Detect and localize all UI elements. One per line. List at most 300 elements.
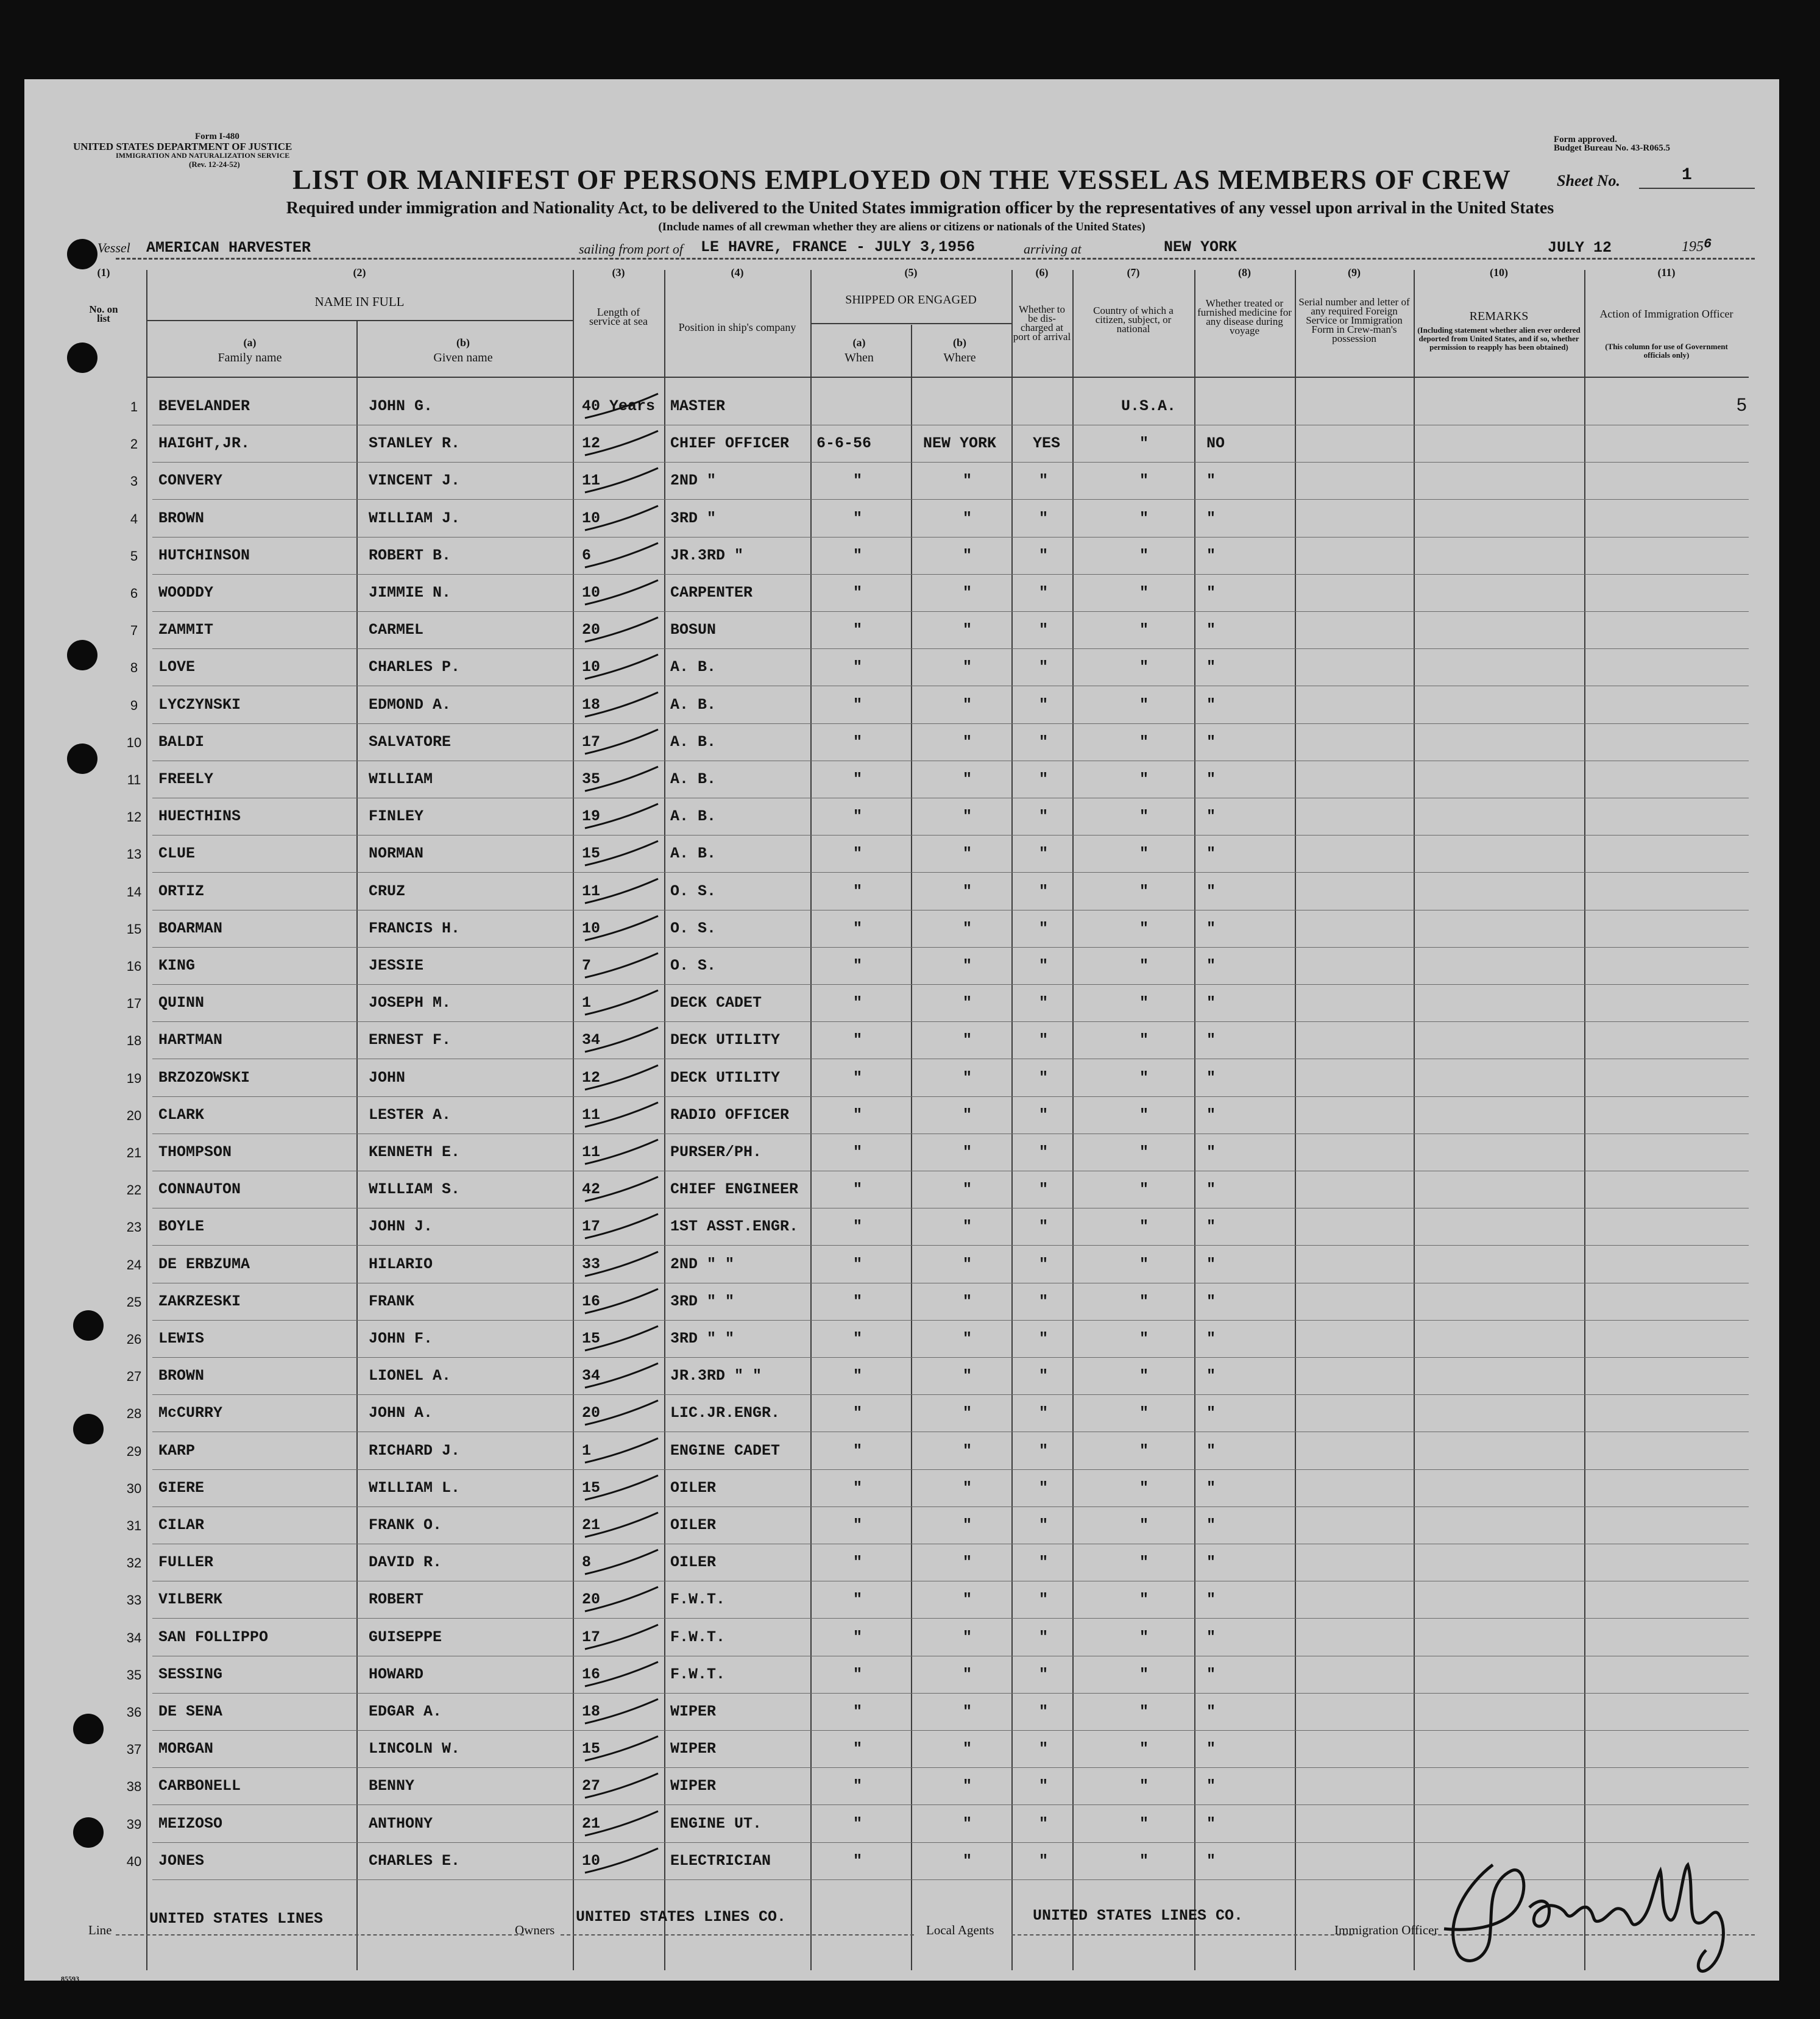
cell-when: " [853,1777,863,1795]
page-title: LIST OR MANIFEST OF PERSONS EMPLOYED ON THE VESSEL AS MEMBERS OF CREW [292,164,1511,195]
cell-family: HUTCHINSON [158,546,250,564]
table-row [122,1321,1749,1358]
cell-when: " [853,1478,863,1497]
cell-country: " [1139,1068,1149,1087]
table-row [122,1806,1749,1843]
cell-where: " [963,1180,972,1199]
cell-pos: CHIEF OFFICER [670,435,790,453]
cell-svc: 8 [582,1553,592,1572]
cell-when: " [853,1740,863,1758]
cell-where: " [963,1777,972,1795]
form-approved: Form approved. [1554,135,1617,144]
cell-pos: F.W.T. [670,1628,726,1646]
cell-given: JOHN G. [369,397,433,415]
col9-number: (9) [1348,266,1361,279]
row-rule [152,984,1749,985]
cell-given: CARMEL [369,621,424,639]
cell-med: " [1206,1703,1216,1720]
cell-pos: DECK UTILITY [670,1031,781,1049]
row-rule [152,537,1749,538]
cell-country: " [1139,1218,1149,1236]
cell-country: " [1139,882,1149,900]
cell-svc: 15 [582,845,601,863]
cell-pos: WIPER [670,1777,717,1795]
cell-family: BEVELANDER [158,397,250,415]
row-number: 9 [130,697,138,713]
cell-pos: LIC.JR.ENGR. [670,1404,781,1422]
col3-header: Length of service at sea [589,306,648,327]
cell-disch: " [1039,1367,1049,1385]
header-bottom-rule [146,377,1749,378]
cell-country: " [1139,1330,1149,1347]
cell-med: " [1206,1143,1216,1161]
cell-where: " [963,845,972,863]
table-row [122,389,1749,425]
col7-number: (7) [1127,266,1140,279]
cell-when: " [853,509,863,527]
cell-pos: JR.3RD " " [670,1367,762,1385]
service-check-mark [582,985,661,1022]
table-row [122,1209,1749,1246]
service-check-mark [582,1843,661,1880]
col10-note: (Including statement whether alien ever ordered deported from United States, and if so, whether permission to reapply has been obtained) [1417,325,1581,352]
cell-family: BROWN [158,1367,205,1385]
row-number: 25 [126,1294,142,1310]
row-rule [152,723,1749,724]
table-row [122,762,1749,798]
row-number: 32 [126,1555,142,1571]
cell-where: " [963,1441,972,1460]
cell-when: " [853,1105,863,1124]
row-number: 22 [126,1182,142,1198]
cell-svc: 10 [582,584,601,601]
cell-family: FULLER [158,1553,214,1572]
row-number: 7 [130,623,138,639]
row-number: 14 [126,884,142,900]
col10-header: REMARKS [1469,310,1529,323]
row-number: 33 [126,1592,142,1608]
cell-when: " [853,1068,863,1087]
cell-when: " [853,882,863,900]
cell-given: EDGAR A. [369,1703,442,1720]
cell-disch: " [1039,472,1049,490]
cell-given: CHARLES P. [369,658,461,676]
row-rule [152,1730,1749,1731]
table-row [122,650,1749,686]
row-rule [152,1320,1749,1321]
cell-country: " [1139,621,1149,639]
cell-where: " [963,733,972,751]
col2-header: NAME IN FULL [314,294,405,309]
form-subtitle: Required under immigration and Nationality Act, to be delivered to the United States immigration officer by the representatives of any vessel upon arrival in the United States [286,199,1554,218]
row-number: 38 [126,1779,142,1795]
service-check-mark [582,687,661,724]
cell-given: JOHN A. [369,1404,433,1422]
service-check-mark [582,1545,661,1581]
cell-family: CLARK [158,1105,205,1124]
row-number: 27 [126,1369,142,1385]
table-row [122,911,1749,948]
cell-where: " [963,1740,972,1758]
cell-when: " [853,1851,863,1870]
punch-hole [67,640,97,670]
cell-given: JIMMIE N. [369,584,451,601]
service-check-mark [582,1060,661,1097]
line-name: UNITED STATES LINES [149,1910,324,1928]
col10-number: (10) [1490,266,1508,279]
cell-med: " [1206,957,1216,974]
cell-country: " [1139,658,1149,676]
cell-country: " [1139,1814,1149,1833]
cell-pos: 2ND " [670,472,717,490]
table-row [122,687,1749,724]
cell-disch: " [1039,1330,1049,1347]
cell-given: LESTER A. [369,1105,451,1124]
service-check-mark [582,1098,661,1134]
cell-svc: 1 [582,1441,592,1460]
cell-country: " [1139,1628,1149,1646]
cell-given: ROBERT B. [369,546,451,564]
table-row [122,1433,1749,1470]
cell-disch: " [1039,957,1049,974]
col8-header: Whether treated or furnished medicine for any disease during voyage [1197,297,1292,336]
cell-svc: 21 [582,1516,601,1534]
row-rule [152,1394,1749,1395]
cell-pos: PURSER/PH. [670,1143,762,1161]
row-rule [152,947,1749,948]
table-row [122,1657,1749,1694]
arrival-date: JULY 12 [1548,239,1612,257]
cell-med: " [1206,770,1216,788]
cell-family: JONES [158,1851,205,1870]
cell-med: " [1206,695,1216,714]
cell-given: NORMAN [369,845,424,863]
cell-when: " [853,1516,863,1534]
cell-med: " [1206,1292,1216,1310]
cell-where: " [963,1143,972,1161]
line-rule [116,1934,524,1936]
cell-family: ZAKRZESKI [158,1292,241,1310]
row-number: 12 [126,809,142,825]
col5a-letter: (a) [852,336,866,349]
cell-when: " [853,472,863,490]
agents-rule [1011,1934,1353,1936]
table-row [122,1358,1749,1395]
owners-rule [561,1934,914,1936]
row-rule [152,1842,1749,1843]
cell-family: KARP [158,1441,196,1460]
cell-med: " [1206,882,1216,900]
cell-when: " [853,1703,863,1720]
service-check-mark [582,874,661,910]
table-row [122,1098,1749,1134]
cell-med: " [1206,1180,1216,1199]
cell-country: " [1139,733,1149,751]
row-rule [152,1767,1749,1768]
cell-disch: " [1039,770,1049,788]
cell-given: ERNEST F. [369,1031,451,1049]
row-number: 37 [126,1742,142,1758]
cell-svc: 10 [582,509,601,527]
cell-country: " [1139,1031,1149,1049]
row-rule [152,574,1749,575]
cell-when: " [853,1180,863,1199]
owners-label: Owners [515,1923,555,1937]
row-number: 26 [126,1332,142,1347]
agents-name: UNITED STATES LINES CO. [1033,1907,1244,1925]
cell-pos: OILER [670,1478,717,1497]
cell-when: " [853,733,863,751]
row-number: 17 [126,996,142,1012]
row-number: 29 [126,1443,142,1459]
service-check-mark [582,1657,661,1694]
cell-country: " [1139,1255,1149,1273]
cell-where: " [963,1068,972,1087]
cell-disch: " [1039,1068,1049,1087]
form-number: Form I-480 [195,132,239,141]
cell-given: ANTHONY [369,1814,433,1833]
cell-med: " [1206,1330,1216,1347]
cell-pos: OILER [670,1516,717,1534]
table-row [122,948,1749,985]
cell-given: WILLIAM [369,770,433,788]
cell-pos: A. B. [670,733,717,751]
service-check-mark [582,725,661,761]
cell-disch: " [1039,807,1049,826]
cell-family: CLUE [158,845,196,863]
col6-header: Whether to be dis-charged at port of arrival [1013,303,1071,342]
service-check-mark [582,1582,661,1619]
cell-med: " [1206,1255,1216,1273]
cell-pos: 3RD " " [670,1330,735,1347]
service-check-mark [582,1806,661,1843]
cell-svc: 15 [582,1478,601,1497]
cell-country: " [1139,1553,1149,1572]
cell-med: " [1206,1851,1216,1870]
row-number: 5 [130,548,138,564]
cell-disch: " [1039,546,1049,564]
cell-family: CONVERY [158,472,223,490]
cell-med: " [1206,994,1216,1012]
cell-family: KING [158,957,196,974]
budget-bureau: Budget Bureau No. 43-R065.5 [1554,143,1670,153]
cell-med: " [1206,658,1216,676]
cell-med: " [1206,1404,1216,1422]
col2b-letter: (b) [456,336,470,349]
table-row [122,612,1749,649]
cell-med: " [1206,472,1216,490]
cell-given: KENNETH E. [369,1143,461,1161]
cell-pos: 1ST ASST.ENGR. [670,1218,799,1236]
service-check-mark [582,1358,661,1395]
cell-disch: " [1039,1777,1049,1795]
cell-where: " [963,1478,972,1497]
cell-disch: " [1039,1031,1049,1049]
row-number: 18 [126,1033,142,1049]
cell-family: HAIGHT,JR. [158,435,250,453]
vessel-name: AMERICAN HARVESTER [146,239,311,257]
cell-family: BRZOZOWSKI [158,1068,250,1087]
table-row [122,1060,1749,1097]
cell-disch: " [1039,1591,1049,1609]
cell-country: " [1139,1105,1149,1124]
cell-when: " [853,1665,863,1683]
cell-when: " [853,919,863,937]
row-number: 11 [127,772,141,787]
punch-hole [73,1714,104,1744]
cell-disch: " [1039,695,1049,714]
cell-country: " [1139,1441,1149,1460]
cell-svc: 11 [582,472,601,490]
cell-given: FRANK O. [369,1516,442,1534]
col9-header: Serial number and letter of any required Foreign Service or Immigration Form in Crew-man's possession [1298,296,1410,344]
cell-country: " [1139,1740,1149,1758]
row-number: 13 [126,846,142,862]
cell-med: " [1206,584,1216,601]
row-rule [152,1096,1749,1097]
service-check-mark [582,1471,661,1507]
cell-country: " [1139,1851,1149,1870]
cell-disch: " [1039,845,1049,863]
cell-where: " [963,1628,972,1646]
cell-svc: 7 [582,957,592,974]
service-check-mark [582,1135,661,1171]
cell-country: " [1139,1478,1149,1497]
cell-family: CARBONELL [158,1777,241,1795]
cell-country: " [1139,1777,1149,1795]
cell-med: " [1206,1628,1216,1646]
cell-svc: 6 [582,546,592,564]
row-number: 24 [126,1257,142,1272]
table-row [122,1545,1749,1581]
vessel-label: Vessel [97,240,130,255]
service-check-mark [582,836,661,873]
cell-pos: MASTER [670,397,726,415]
cell-country: " [1139,1516,1149,1534]
punch-hole [73,1414,104,1444]
cell-disch: " [1039,658,1049,676]
cell-med: " [1206,1105,1216,1124]
row-number: 34 [126,1630,142,1645]
col5-number: (5) [904,266,918,279]
cell-disch: " [1039,1441,1049,1460]
table-row [122,1247,1749,1283]
table-row [122,501,1749,538]
row-number: 8 [130,660,138,676]
cell-given: FINLEY [369,807,424,826]
cell-med: " [1206,1068,1216,1087]
cell-svc: 10 [582,1851,601,1870]
cell-country: " [1139,584,1149,601]
cell-family: FREELY [158,770,214,788]
col7-header: Country of which a citizen, subject, or national [1093,305,1174,335]
agents-label: Local Agents [926,1923,994,1937]
cell-med: " [1206,1218,1216,1236]
col5b-letter: (b) [953,336,966,349]
service-check-mark [582,1023,661,1059]
cell-given: STANLEY R. [369,435,461,453]
cell-given: LIONEL A. [369,1367,451,1385]
col2-number: (2) [353,266,366,279]
cell-where: " [963,919,972,937]
cell-pos: WIPER [670,1703,717,1720]
service-check-mark [582,389,661,425]
punch-hole [73,1310,104,1341]
cell-family: CONNAUTON [158,1180,241,1199]
cell-med: " [1206,1031,1216,1049]
col11-header: Action of Immigration Officer [1599,308,1733,320]
sheet-number: 1 [1682,166,1692,185]
cell-disch: " [1039,1180,1049,1199]
cell-given: HOWARD [369,1665,424,1683]
cell-given: VINCENT J. [369,472,461,490]
cell-svc: 17 [582,1218,601,1236]
cell-disch: " [1039,1628,1049,1646]
cell-disch: " [1039,1814,1049,1833]
cell-disch: " [1039,1218,1049,1236]
col1-header: No. on list [89,303,118,324]
cell-med: " [1206,1441,1216,1460]
cell-med: " [1206,546,1216,564]
col11-number: (11) [1657,266,1676,279]
table-row [122,1769,1749,1805]
cell-when: " [853,1292,863,1310]
table-row [122,1620,1749,1656]
cell-family: BOARMAN [158,919,223,937]
service-check-mark [582,1321,661,1358]
service-check-mark [582,538,661,575]
service-check-mark [582,1284,661,1321]
col5-header: SHIPPED OR ENGAGED [845,293,977,307]
row-rule [152,1618,1749,1619]
cell-med: " [1206,1740,1216,1758]
col6-number: (6) [1035,266,1049,279]
cell-svc: 10 [582,919,601,937]
arriving-label: arriving at [1024,241,1082,257]
service-check-mark [582,612,661,649]
cell-med: " [1206,919,1216,937]
table-row [122,1172,1749,1208]
cell-when: " [853,1031,863,1049]
cell-when: " [853,1553,863,1572]
agency-name: UNITED STATES DEPARTMENT OF JUSTICE [73,141,292,152]
service-check-mark [582,1694,661,1731]
cell-pos: A. B. [670,695,717,714]
cell-given: ROBERT [369,1591,424,1609]
row-rule [152,1357,1749,1358]
cell-country: " [1139,770,1149,788]
cell-disch: " [1039,1665,1049,1683]
sailing-label: sailing from port of [579,241,683,257]
cell-where: " [963,1404,972,1422]
cell-pos: A. B. [670,807,717,826]
cell-disch: " [1039,1292,1049,1310]
service-check-mark [582,1731,661,1768]
owners-name: UNITED STATES LINES CO. [576,1908,787,1926]
cell-given: WILLIAM J. [369,509,461,527]
cell-when: " [853,994,863,1012]
cell-family: SAN FOLLIPPO [158,1628,269,1646]
row-number: 20 [126,1107,142,1123]
cell-pos: CARPENTER [670,584,753,601]
service-check-mark [582,799,661,836]
cell-med: " [1206,1814,1216,1833]
service-check-mark [582,1433,661,1470]
cell-given: FRANK [369,1292,415,1310]
cell-where: " [963,957,972,974]
col1-number: (1) [97,266,110,279]
cell-given: RICHARD J. [369,1441,461,1460]
